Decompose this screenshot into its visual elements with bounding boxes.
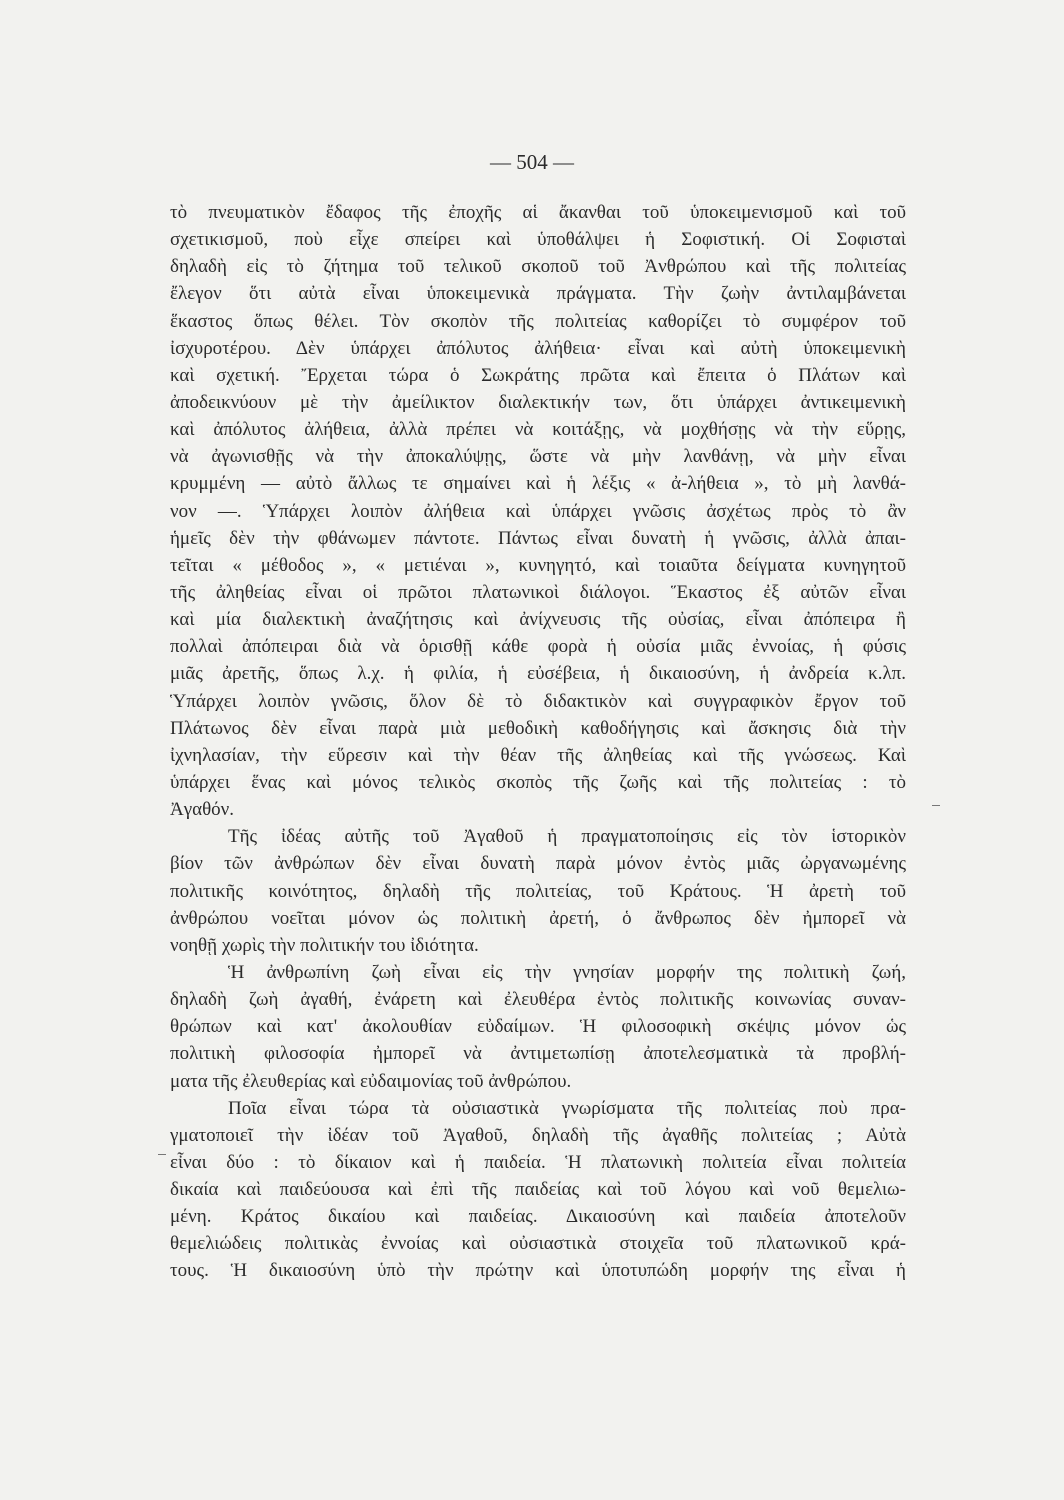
text-line: δηλαδὴ ζωὴ ἀγαθή, ἐνάρετη καὶ ἐλευθέρα ἐντὸς πολιτικῆς κοινωνίας συναν- [170, 989, 906, 1011]
text-line: ἰχνηλασίαν, τὴν εὕρεσιν καὶ τὴν θέαν τῆς ἀληθείας καὶ τῆς γνώσεως. Καὶ [170, 744, 906, 766]
text-line: πολλαὶ ἀπόπειραι διὰ νὰ ὁρισθῇ κάθε φορὰ ἡ οὐσία μιᾶς ἐννοίας, ἡ φύσις [170, 636, 906, 658]
text-line: τὸ πνευματικὸν ἔδαφος τῆς ἐποχῆς αἱ ἄκανθαι τοῦ ὑποκειμενισμοῦ καὶ τοῦ [170, 202, 906, 223]
text-line: ἔλεγον ὅτι αὐτὰ εἶναι ὑποκειμενικὰ πράγματα. Τὴν ζωὴν ἀντιλαμβάνεται [170, 283, 906, 305]
text-line: μένη. Κράτος δικαίου καὶ παιδείας. Δικαιοσύνη καὶ παιδεία ἀποτελοῦν [170, 1206, 906, 1228]
text-line: θρώπων καὶ κατ' ἀκολουθίαν εὐδαίμων. Ἡ φιλοσοφικὴ σκέψις μόνον ὡς [170, 1016, 906, 1038]
text-line: καὶ ἀπόλυτος ἀλήθεια, ἀλλὰ πρέπει νὰ κοιτάξῃς, νὰ μοχθήσῃς νὰ τὴν εὕρῃς, [170, 419, 906, 441]
text-line: Ὑπάρχει λοιπὸν γνῶσις, ὅλον δὲ τὸ διδακτικὸν καὶ συγγραφικὸν ἔργον τοῦ [170, 690, 906, 712]
text-line: καὶ μία διαλεκτικὴ ἀναζήτησις καὶ ἀνίχνευσις τῆς οὐσίας, εἶναι ἀπόπειρα ἢ [170, 609, 906, 631]
text-line: σχετικισμοῦ, ποὺ εἶχε σπείρει καὶ ὑποθάλψει ἡ Σοφιστική. Οἱ Σοφισταὶ [170, 229, 906, 251]
text-line: νοηθῇ χωρὶς τὴν πολιτικήν του ἰδιότητα. [170, 934, 479, 956]
text-line: τεῖται « μέθοδος », « μετιέναι », κυνηγητό, καὶ τοιαῦτα δείγματα κυνηγητοῦ [170, 554, 906, 576]
text-line: ἀποδεικνύουν μὲ τὴν ἀμείλικτον διαλεκτικήν των, ὅτι ὑπάρχει ἀντικειμενικὴ [170, 391, 906, 413]
text-line: Πλάτωνος δὲν εἶναι παρὰ μιὰ μεθοδικὴ καθοδήγησις καὶ ἄσκησις διὰ τὴν [170, 717, 906, 739]
text-line: βίον τῶν ἀνθρώπων δὲν εἶναι δυνατὴ παρὰ μόνον ἐντὸς μιᾶς ὠργανωμένης [170, 853, 906, 875]
text-line: δηλαδὴ εἰς τὸ ζήτημα τοῦ τελικοῦ σκοποῦ τοῦ Ἀνθρώπου καὶ τῆς πολιτείας [170, 256, 906, 278]
text-line: νὰ ἀγωνισθῇς νὰ τὴν ἀποκαλύψῃς, ὥστε νὰ μὴν λανθάνῃ, νὰ μὴν εἶναι [170, 446, 906, 468]
margin-mark [932, 805, 940, 806]
text-line: ἡμεῖς δὲν τὴν φθάνωμεν πάντοτε. Πάντως εἶναι δυνατὴ ἡ γνῶσις, ἀλλὰ ἀπαι- [170, 527, 906, 549]
text-line: πολιτικῆς κοινότητος, δηλαδὴ τῆς πολιτείας, τοῦ Κράτους. Ἡ ἀρετὴ τοῦ [170, 880, 906, 902]
text-line: γματοποιεῖ τὴν ἰδέαν τοῦ Ἀγαθοῦ, δηλαδὴ τῆς ἀγαθῆς πολιτείας ; Αὐτὰ [170, 1124, 906, 1146]
text-line: ἰσχυροτέρου. Δὲν ὑπάρχει ἀπόλυτος ἀλήθεια· εἶναι καὶ αὐτὴ ὑποκειμενικὴ [170, 337, 906, 359]
text-line: Ἡ ἀνθρωπίνη ζωὴ εἶναι εἰς τὴν γνησίαν μορφήν της πολιτικὴ ζωή, [228, 961, 906, 983]
text-line: ἕκαστος ὅπως θέλει. Τὸν σκοπὸν τῆς πολιτείας καθορίζει τὸ συμφέρον τοῦ [170, 310, 906, 332]
text-line: τῆς ἀληθείας εἶναι οἱ πρῶτοι πλατωνικοὶ διάλογοι. Ἕκαστος ἐξ αὐτῶν εἶναι [170, 581, 906, 603]
page-number: — 504 — [490, 150, 574, 174]
margin-mark [158, 1154, 166, 1155]
text-line: καὶ σχετική. Ἔρχεται τώρα ὁ Σωκράτης πρῶτα καὶ ἔπειτα ὁ Πλάτων καὶ [170, 364, 906, 386]
text-line: Ἀγαθόν. [170, 799, 235, 821]
text-line: πολιτικὴ φιλοσοφία ἠμπορεῖ νὰ ἀντιμετωπίσῃ ἀποτελεσματικὰ τὰ προβλή- [170, 1043, 906, 1065]
text-line: Τῆς ἰδέας αὐτῆς τοῦ Ἀγαθοῦ ἡ πραγματοποίησις εἰς τὸν ἱστορικὸν [228, 826, 906, 848]
text-line: ματα τῆς ἐλευθερίας καὶ εὐδαιμονίας τοῦ ἀνθρώπου. [170, 1070, 572, 1092]
text-line: δικαία καὶ παιδεύουσα καὶ ἐπὶ τῆς παιδείας καὶ τοῦ λόγου καὶ νοῦ θεμελιω- [170, 1179, 906, 1201]
text-line: νον —. Ὑπάρχει λοιπὸν ἀλήθεια καὶ ὑπάρχει γνῶσις ἀσχέτως πρὸς τὸ ἂν [170, 500, 906, 522]
text-line: μιᾶς ἀρετῆς, ὅπως λ.χ. ἡ φιλία, ἡ εὐσέβεια, ἡ δικαιοσύνη, ἡ ἀνδρεία κ.λπ. [170, 663, 906, 685]
text-line: ἀνθρώπου νοεῖται μόνον ὡς πολιτικὴ ἀρετή, ὁ ἄνθρωπος δὲν ἠμπορεῖ νὰ [170, 907, 906, 929]
text-line: κρυμμένη — αὐτὸ ἄλλως τε σημαίνει καὶ ἡ λέξις « ἀ-λήθεια », τὸ μὴ λανθά- [170, 473, 906, 495]
text-line: τους. Ἡ δικαιοσύνη ὑπὸ τὴν πρώτην καὶ ὑποτυπώδη μορφήν της εἶναι ἡ [170, 1260, 906, 1282]
text-line: ὑπάρχει ἕνας καὶ μόνος τελικὸς σκοπὸς τῆς ζωῆς καὶ τῆς πολιτείας : τὸ [170, 771, 906, 793]
text-line: εἶναι δύο : τὸ δίκαιον καὶ ἡ παιδεία. Ἡ πλατωνικὴ πολιτεία εἶναι πολιτεία [170, 1151, 906, 1173]
body-text [170, 199, 906, 1285]
text-line: Ποῖα εἶναι τώρα τὰ οὐσιαστικὰ γνωρίσματα τῆς πολιτείας ποὺ πρα- [228, 1097, 906, 1119]
text-line: θεμελιώδεις πολιτικὰς ἐννοίας καὶ οὐσιαστικὰ στοιχεῖα τοῦ πλατωνικοῦ κρά- [170, 1233, 906, 1255]
